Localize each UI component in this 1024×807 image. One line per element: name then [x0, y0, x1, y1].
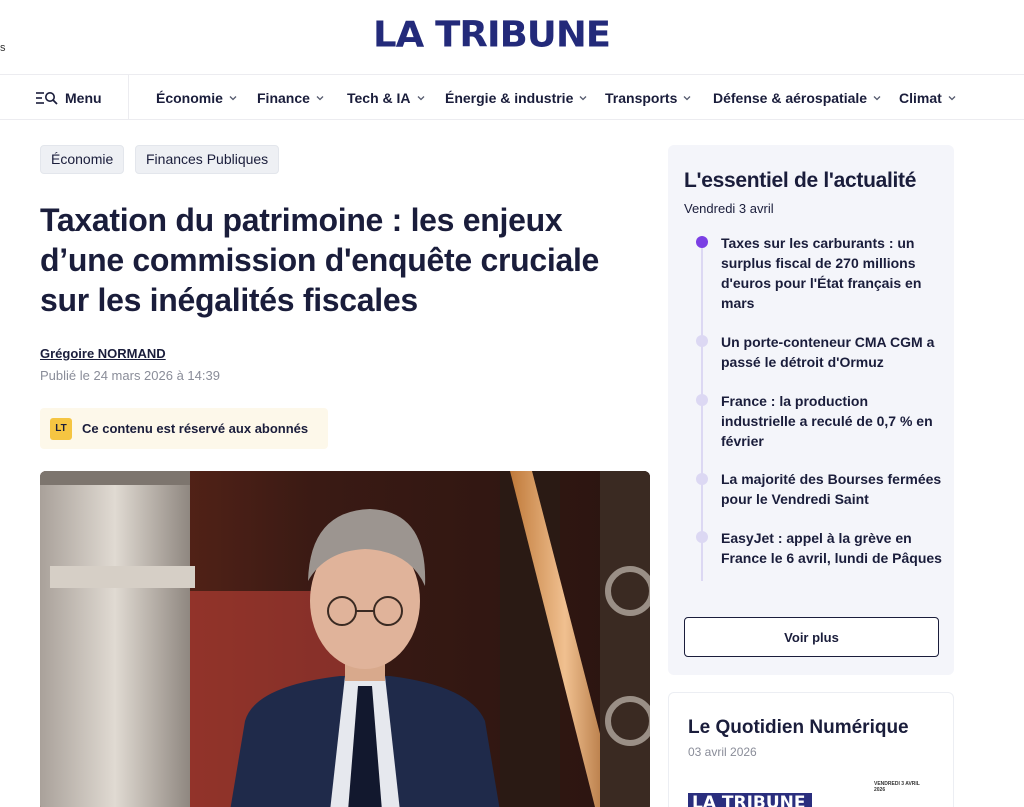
quotidien-panel	[668, 692, 954, 807]
news-item[interactable]: France : la production industrielle a reculé de 0,7 % en février	[721, 393, 933, 449]
timeline-dot-active	[696, 236, 708, 248]
menu-search-icon	[36, 91, 58, 105]
nav-item-label: Défense & aérospatiale	[713, 89, 868, 106]
news-item[interactable]: La majorité des Bourses fermées pour le Vendredi Saint	[721, 471, 942, 507]
chevron-down-icon	[578, 93, 588, 103]
quotidien-title: Le Quotidien Numérique	[688, 717, 909, 738]
tag-economie[interactable]: Économie	[40, 145, 124, 174]
timeline-dot	[696, 531, 708, 543]
nav-item-energie[interactable]	[445, 75, 588, 120]
edge-text: s	[0, 42, 6, 54]
menu-button[interactable]	[36, 75, 102, 120]
article-photo-illustration	[40, 471, 650, 807]
news-item[interactable]: Taxes sur les carburants : un surplus fiscal de 270 millions d'euros pour l'État français en mars	[721, 235, 922, 311]
tag-finances-publiques[interactable]: Finances Publiques	[135, 145, 279, 174]
chevron-down-icon	[947, 93, 957, 103]
nav-item-label: Climat	[899, 89, 942, 106]
timeline-dot	[696, 394, 708, 406]
main-nav	[0, 74, 1024, 120]
author-link[interactable]: Grégoire NORMAND	[40, 346, 166, 361]
nav-item-finance[interactable]	[257, 75, 325, 120]
nav-divider	[128, 75, 129, 120]
voir-plus-button[interactable]: Voir plus	[684, 617, 939, 657]
nav-item-tech-ia[interactable]	[347, 75, 426, 120]
essentiel-title: L'essentiel de l'actualité	[684, 169, 917, 192]
news-item[interactable]: EasyJet : appel à la grève en France le 6 avril, lundi de Pâques	[721, 530, 942, 566]
nav-item-label: Tech & IA	[347, 89, 411, 106]
chevron-down-icon	[315, 93, 325, 103]
lt-logo-icon: LT	[50, 418, 72, 440]
site-logo[interactable]: LA TRIBUNE	[373, 14, 611, 55]
timeline-dot	[696, 473, 708, 485]
nav-item-climat[interactable]	[899, 75, 957, 120]
quotidien-date: 03 avril 2026	[688, 745, 757, 759]
chevron-down-icon	[416, 93, 426, 103]
chevron-down-icon	[228, 93, 238, 103]
nav-item-transports[interactable]	[605, 75, 692, 120]
essentiel-panel	[668, 145, 954, 675]
essentiel-date: Vendredi 3 avril	[684, 201, 774, 216]
nav-item-label: Transports	[605, 89, 678, 106]
top-bar	[0, 0, 1024, 74]
cover-date: VENDREDI 3 AVRIL 2026	[874, 781, 920, 793]
article-title: Taxation du patrimoine : les enjeux d’une commission d'enquête cruciale sur les inégalités fiscales	[40, 202, 600, 318]
quotidien-cover[interactable]	[688, 779, 926, 807]
nav-item-label: Économie	[156, 89, 223, 106]
chevron-down-icon	[682, 93, 692, 103]
cover-logo: LA TRIBUNE	[692, 793, 806, 807]
news-item[interactable]: Un porte-conteneur CMA CGM a passé le détroit d'Ormuz	[721, 334, 935, 370]
chevron-down-icon	[872, 93, 882, 103]
subscriber-notice: Ce contenu est réservé aux abonnés	[82, 421, 309, 436]
article-photo	[40, 471, 650, 807]
nav-item-label: Finance	[257, 89, 310, 106]
nav-item-defense[interactable]	[713, 75, 882, 120]
nav-item-economie[interactable]	[156, 75, 238, 120]
nav-item-label: Énergie & industrie	[445, 89, 574, 106]
subscriber-banner	[40, 408, 328, 449]
timeline-dot	[696, 335, 708, 347]
menu-label: Menu	[65, 89, 102, 106]
publication-date: Publié le 24 mars 2026 à 14:39	[40, 368, 220, 383]
